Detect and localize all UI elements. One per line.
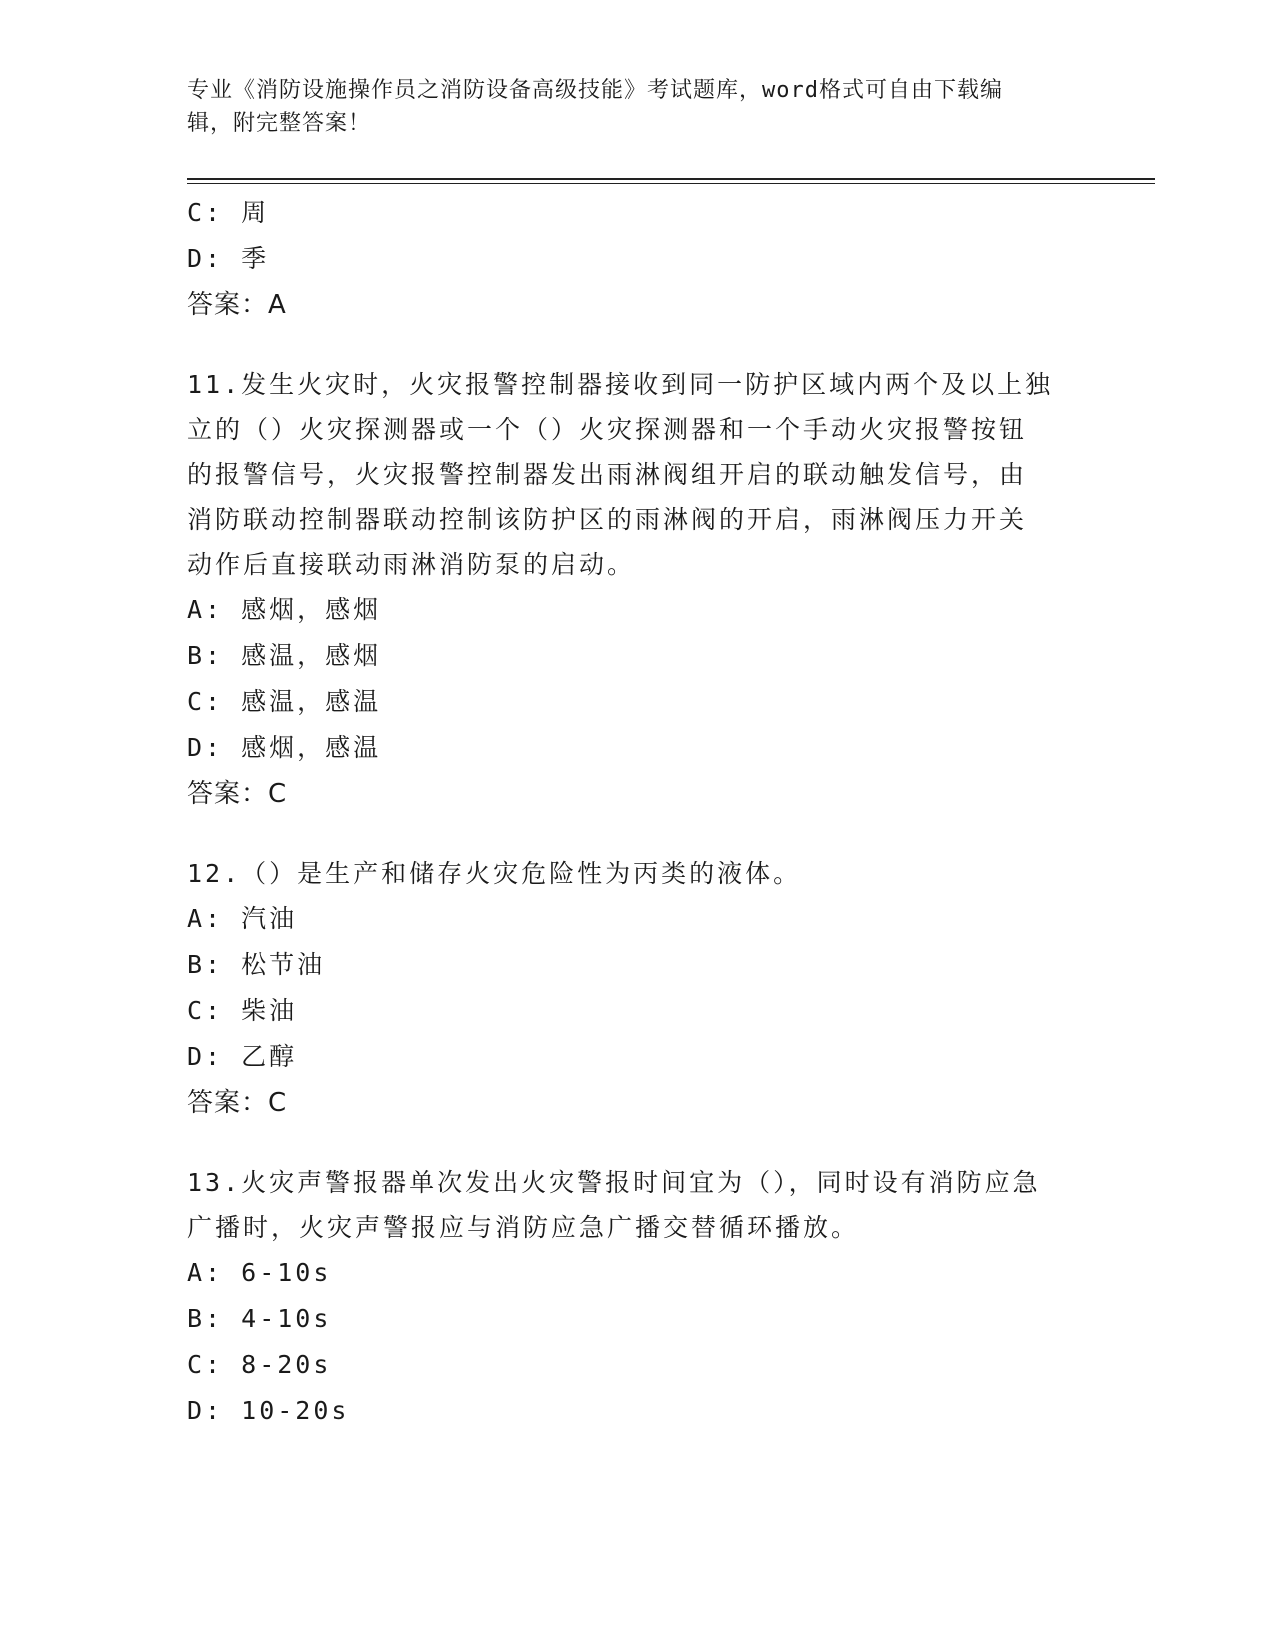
question-stem-line: 动作后直接联动雨淋消防泵的启动。 [187, 550, 636, 579]
option-c: C: 周 [187, 198, 270, 227]
option-d: D: 感烟，感温 [187, 733, 382, 762]
option-a: A: 感烟，感烟 [187, 595, 382, 624]
option-b: B: 感温，感烟 [187, 641, 382, 670]
option-a: A: 6-10s [187, 1258, 332, 1287]
option-c: C: 感温，感温 [187, 687, 382, 716]
question-12 [187, 851, 1067, 1126]
answer-line: 答案：C [187, 1088, 288, 1118]
question-13 [187, 1160, 1067, 1434]
answer-line: 答案：C [187, 779, 288, 809]
question-stem-line: 立的（）火灾探测器或一个（）火灾探测器和一个手动火灾报警按钮 [187, 415, 1028, 444]
option-b: B: 松节油 [187, 950, 326, 979]
header-line-2: 辑，附完整答案！ [187, 111, 372, 136]
option-b: B: 4-10s [187, 1304, 332, 1333]
option-c: C: 8-20s [187, 1350, 332, 1379]
question-stem-line: 消防联动控制器联动控制该防护区的雨淋阀的开启，雨淋阀压力开关 [187, 505, 1028, 534]
question-stem-line: 13.火灾声警报器单次发出火灾警报时间宜为（），同时设有消防应急 [187, 1168, 1041, 1197]
question-stem-line: 12.（）是生产和储存火灾危险性为丙类的液体。 [187, 859, 802, 888]
question-stem-line: 的报警信号，火灾报警控制器发出雨淋阀组开启的联动触发信号，由 [187, 460, 1028, 489]
option-d: D: 季 [187, 244, 270, 273]
answer-line: 答案：A [187, 290, 287, 320]
header-divider-thick [187, 178, 1155, 180]
previous-question-tail [187, 190, 1067, 328]
document-header [187, 74, 1067, 140]
question-11 [187, 362, 1067, 817]
option-d: D: 10-20s [187, 1396, 350, 1425]
question-stem-line: 广播时，火灾声警报应与消防应急广播交替循环播放。 [187, 1213, 860, 1242]
question-list [187, 190, 1067, 1434]
question-stem-line: 11.发生火灾时，火灾报警控制器接收到同一防护区域内两个及以上独 [187, 370, 1054, 399]
header-divider-thin [187, 183, 1155, 184]
option-a: A: 汽油 [187, 904, 298, 933]
option-c: C: 柴油 [187, 996, 298, 1025]
option-d: D: 乙醇 [187, 1042, 298, 1071]
header-line-1: 专业《消防设施操作员之消防设备高级技能》考试题库，word格式可自由下载编 [187, 78, 1003, 103]
